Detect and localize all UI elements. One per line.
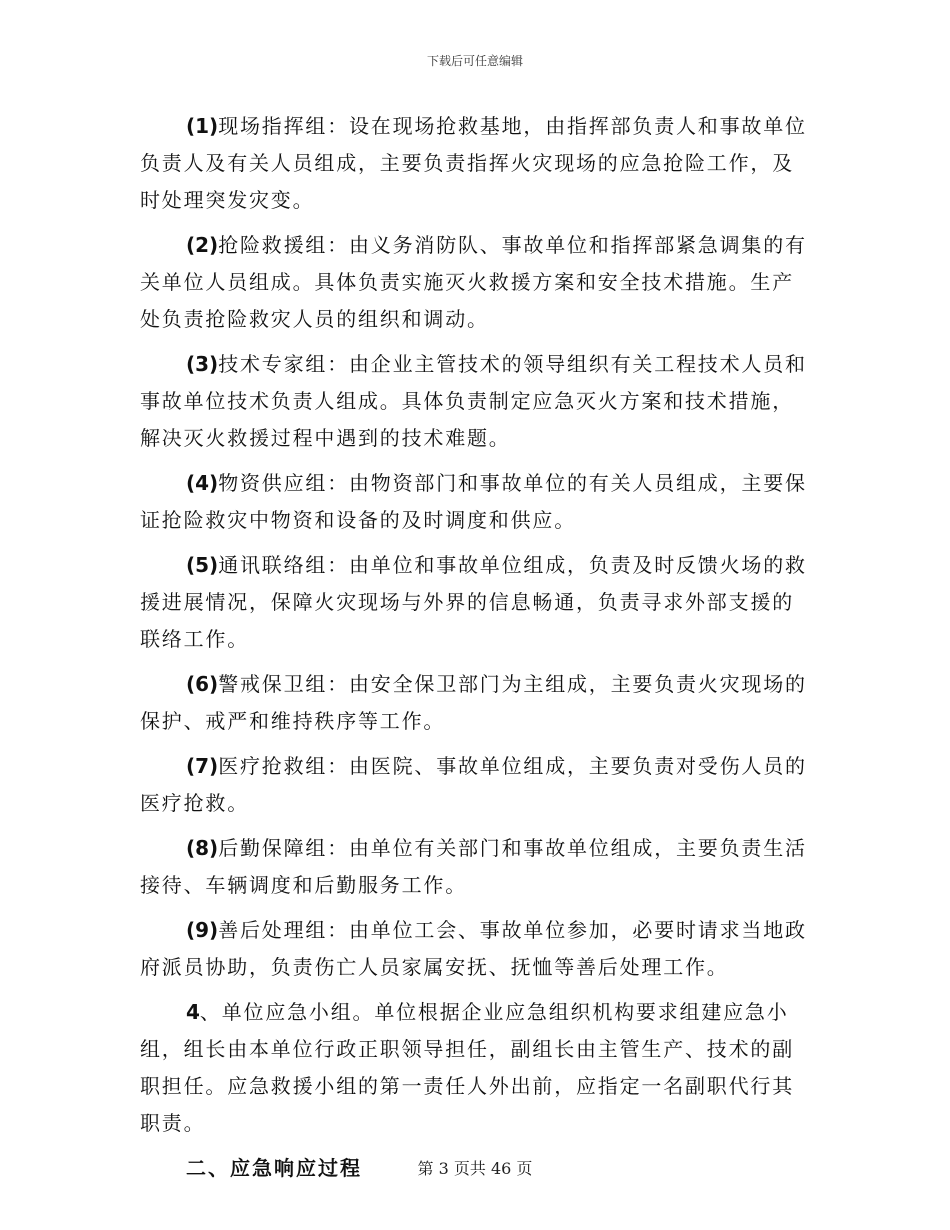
paragraph-emergency-team: [140, 994, 812, 1142]
paragraph-group-7: [140, 748, 812, 822]
item-number: (8): [186, 836, 219, 860]
paragraph-text: 物资供应组：由物资部门和事故单位的有关人员组成，主要保证抢险救灾中物资和设备的及时调度和供应。: [140, 471, 807, 532]
paragraph-text: 抢险救援组：由义务消防队、事故单位和指挥部紧急调集的有关单位人员组成。具体负责实施灭火救援方案和安全技术措施。生产处负责抢险救灾人员的组织和调动。: [140, 233, 807, 331]
paragraph-group-2: [140, 227, 812, 338]
page-header: 下载后可任意编辑: [426, 54, 523, 68]
item-number: (6): [186, 672, 219, 696]
paragraph-group-3: [140, 346, 812, 457]
item-number: 4: [186, 1000, 200, 1024]
item-number: (1): [186, 114, 219, 138]
item-number: (9): [186, 918, 219, 942]
item-number: (5): [186, 553, 219, 577]
paragraph-text: 、单位应急小组。单位根据企业应急组织机构要求组建应急小组，组长由本单位行政正职领导担任，副组长由主管生产、技术的副职担任。应急救援小组的第一责任人外出前，应指定一名副职代行其职责。: [140, 1000, 794, 1135]
item-number: (3): [186, 352, 219, 376]
paragraph-group-8: [140, 830, 812, 904]
paragraph-group-4: [140, 465, 812, 539]
paragraph-text: 通讯联络组：由单位和事故单位组成，负责及时反馈火场的救援进展情况，保障火灾现场与外界的信息畅通，负责寻求外部支援的联络工作。: [140, 553, 807, 651]
paragraph-text: 技术专家组：由企业主管技术的领导组织有关工程技术人员和事故单位技术负责人组成。具体负责制定应急灭火方案和技术措施，解决灭火救援过程中遇到的技术难题。: [140, 352, 807, 450]
paragraph-group-6: [140, 666, 812, 740]
paragraph-group-5: [140, 547, 812, 658]
page-footer: 第 3 页共 46 页: [417, 1159, 533, 1178]
paragraph-text: 后勤保障组：由单位有关部门和事故单位组成，主要负责生活接待、车辆调度和后勤服务工作。: [140, 836, 807, 897]
paragraph-group-1: [140, 108, 812, 219]
paragraph-text: 警戒保卫组：由安全保卫部门为主组成，主要负责火灾现场的保护、戒严和维持秩序等工作。: [140, 672, 807, 733]
paragraph-text: 医疗抢救组：由医院、事故单位组成，主要负责对受伤人员的医疗抢救。: [140, 754, 807, 815]
document-body: [140, 108, 812, 1187]
section-heading: 二、应急响应过程: [186, 1156, 362, 1180]
item-number: (4): [186, 471, 219, 495]
paragraph-group-9: [140, 912, 812, 986]
item-number: (7): [186, 754, 219, 778]
paragraph-text: 善后处理组：由单位工会、事故单位参加，必要时请求当地政府派员协助，负责伤亡人员家属安抚、抚恤等善后处理工作。: [140, 918, 807, 979]
item-number: (2): [186, 233, 219, 257]
paragraph-text: 现场指挥组：设在现场抢救基地，由指挥部负责人和事故单位负责人及有关人员组成，主要负责指挥火灾现场的应急抢险工作，及时处理突发灾变。: [140, 114, 807, 212]
